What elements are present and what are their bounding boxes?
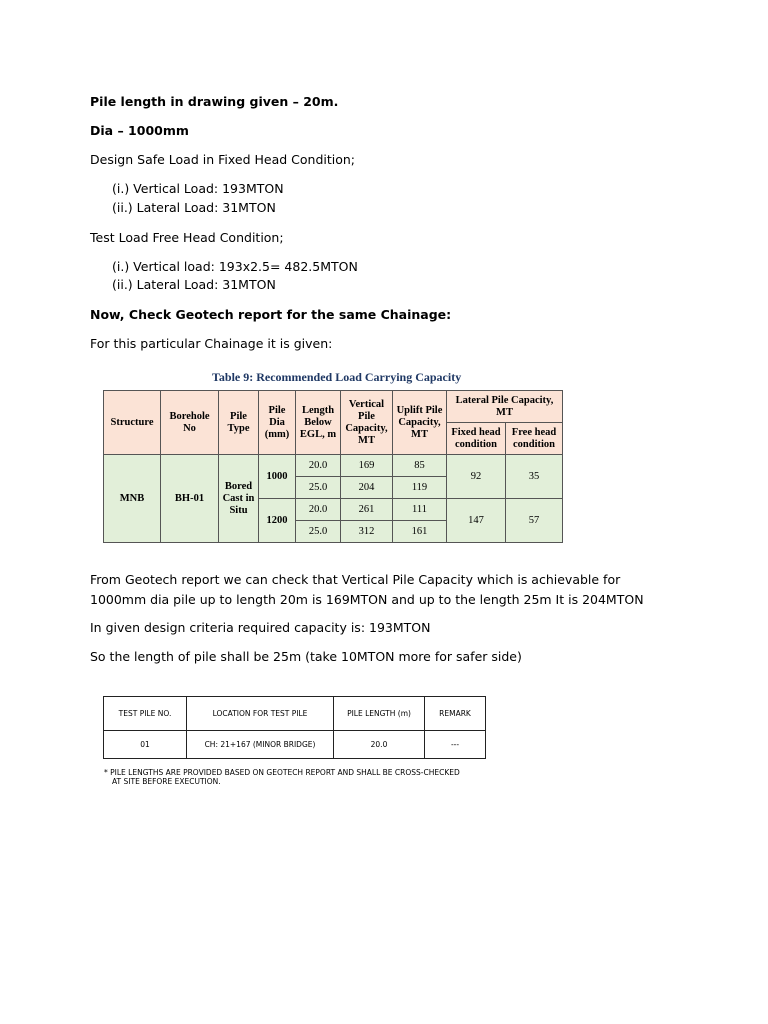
header-borehole: Borehole No	[161, 391, 219, 455]
header-lateral: Lateral Pile Capacity, MT	[447, 391, 563, 423]
tp-cell-length: 20.0	[334, 731, 425, 759]
cell-length: 25.0	[296, 521, 341, 543]
heading-dia: Dia – 1000mm	[90, 123, 189, 138]
heading-pile-length: Pile length in drawing given – 20m.	[90, 94, 339, 109]
conclusion-required-capacity: In given design criteria required capacity is: 193MTON	[90, 620, 431, 635]
header-fixed: Fixed head condition	[447, 423, 506, 455]
cell-uplift: 119	[393, 477, 447, 499]
design-item-vertical: (i.) Vertical Load: 193MTON	[112, 181, 284, 196]
geo-table-caption: Table 9: Recommended Load Carrying Capacity	[212, 370, 462, 384]
header-pile-dia: Pile Dia (mm)	[259, 391, 296, 455]
cell-uplift: 85	[393, 455, 447, 477]
note-line-2: AT SITE BEFORE EXECUTION.	[112, 777, 221, 786]
cell-vertical: 169	[341, 455, 393, 477]
cell-length: 20.0	[296, 499, 341, 521]
conclusion-pile-length: So the length of pile shall be 25m (take 10MTON more for safer side)	[90, 649, 522, 664]
given-text: For this particular Chainage it is given:	[90, 336, 333, 351]
cell-free: 35	[506, 455, 563, 499]
tp-cell-remark: ---	[425, 731, 486, 759]
cell-fixed: 92	[447, 455, 506, 499]
cell-uplift: 161	[393, 521, 447, 543]
cell-fixed: 147	[447, 499, 506, 543]
test-item-vertical: (i.) Vertical load: 193x2.5= 482.5MTON	[112, 259, 358, 274]
note-line-1: * PILE LENGTHS ARE PROVIDED BASED ON GEOTECH REPORT AND SHALL BE CROSS-CHECKED	[104, 768, 460, 777]
test-pile-note	[104, 768, 460, 786]
cell-vertical: 261	[341, 499, 393, 521]
design-load-title: Design Safe Load in Fixed Head Condition;	[90, 152, 356, 167]
geotech-capacity-table	[103, 390, 563, 543]
cell-free: 57	[506, 499, 563, 543]
cell-length: 25.0	[296, 477, 341, 499]
tp-cell-no: 01	[104, 731, 187, 759]
header-structure: Structure	[104, 391, 161, 455]
tp-header-remark: REMARK	[425, 697, 486, 731]
header-length: Length Below EGL, m	[296, 391, 341, 455]
conclusion-vertical-capacity: From Geotech report we can check that Vertical Pile Capacity which is achievable for 1000mm dia pile up to length 20m is 169MTON and up to the length 25m It is 204MTON	[90, 572, 644, 607]
cell-structure: MNB	[104, 455, 161, 543]
test-load-title: Test Load Free Head Condition;	[90, 230, 284, 245]
tp-cell-location: CH: 21+167 (MINOR BRIDGE)	[187, 731, 334, 759]
cell-vertical: 204	[341, 477, 393, 499]
header-vertical: Vertical Pile Capacity, MT	[341, 391, 393, 455]
cell-pile-type: Bored Cast in Situ	[219, 455, 259, 543]
header-pile-type: Pile Type	[219, 391, 259, 455]
tp-header-length: PILE LENGTH (m)	[334, 697, 425, 731]
cell-length: 20.0	[296, 455, 341, 477]
cell-dia-1200: 1200	[259, 499, 296, 543]
cell-dia-1000: 1000	[259, 455, 296, 499]
cell-uplift: 111	[393, 499, 447, 521]
test-pile-table	[103, 696, 486, 759]
design-item-lateral: (ii.) Lateral Load: 31MTON	[112, 200, 276, 215]
cell-borehole: BH-01	[161, 455, 219, 543]
check-heading: Now, Check Geotech report for the same Chainage:	[90, 307, 452, 322]
header-uplift: Uplift Pile Capacity, MT	[393, 391, 447, 455]
tp-header-no: TEST PILE NO.	[104, 697, 187, 731]
test-item-lateral: (ii.) Lateral Load: 31MTON	[112, 277, 276, 292]
tp-header-location: LOCATION FOR TEST PILE	[187, 697, 334, 731]
cell-vertical: 312	[341, 521, 393, 543]
header-free: Free head condition	[506, 423, 563, 455]
